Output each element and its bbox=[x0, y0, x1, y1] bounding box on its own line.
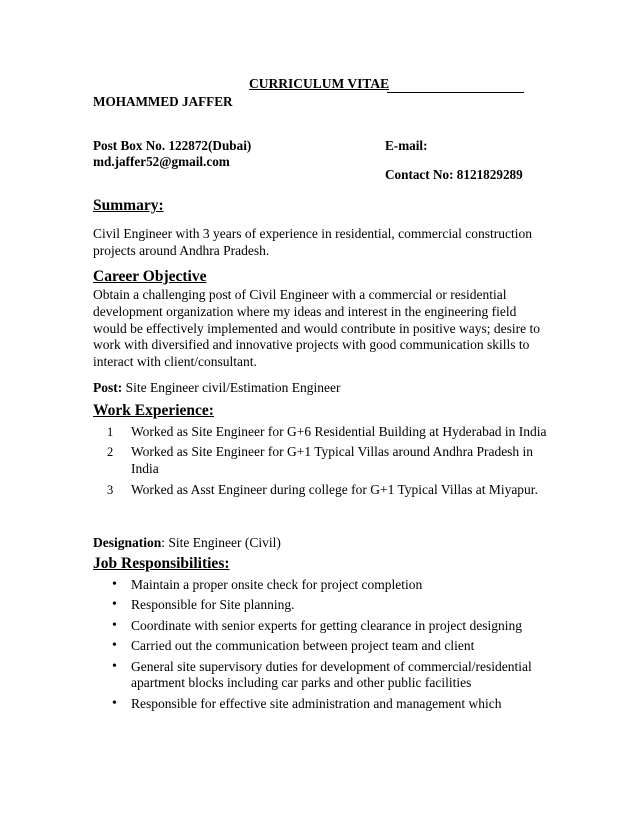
item-text: Coordinate with senior experts for getting clearance in project designing bbox=[131, 617, 522, 633]
item-text: Responsible for Site planning. bbox=[131, 597, 295, 613]
bullet-icon: • bbox=[112, 617, 117, 633]
job-responsibilities-list bbox=[93, 577, 553, 716]
item-text: Worked as Site Engineer for G+6 Residential Building at Hyderabad in India bbox=[131, 424, 547, 439]
bullet-icon: • bbox=[112, 597, 117, 613]
bullet-icon: • bbox=[112, 577, 117, 592]
email-address[interactable]: md.jaffer52@gmail.com bbox=[93, 154, 230, 169]
item-number: 1 bbox=[107, 425, 114, 439]
post-label: Post: bbox=[93, 380, 123, 395]
list-item bbox=[93, 444, 553, 478]
item-text: Carried out the communication between project team and client bbox=[131, 638, 475, 654]
list-item bbox=[93, 424, 553, 441]
designation-value: : Site Engineer (Civil) bbox=[161, 535, 281, 550]
item-text: General site supervisory duties for development of commercial/residential apartment blocks including car parks and other public facilities bbox=[131, 658, 532, 691]
bullet-icon: • bbox=[112, 695, 117, 711]
list-item bbox=[93, 638, 553, 655]
list-item bbox=[93, 618, 553, 635]
career-objective-text: Obtain a challenging post of Civil Engineer with a commercial or residential development organization where my ideas and interest in the engineering field would be effectively implemented and would contribute in positive ways; desire to work with diversified and innovative projects with good communication skills to interact with client/consultant. bbox=[93, 287, 541, 370]
item-text: Worked as Asst Engineer during college for G+1 Typical Villas at Miyapur. bbox=[131, 481, 538, 497]
job-responsibilities-heading: Job Responsibilities: bbox=[93, 555, 230, 572]
post-value: Site Engineer civil/Estimation Engineer bbox=[122, 380, 341, 395]
designation-line bbox=[93, 535, 553, 552]
work-experience-list bbox=[93, 424, 553, 502]
bullet-icon: • bbox=[112, 658, 117, 674]
list-item bbox=[93, 482, 553, 499]
item-text: Maintain a proper onsite check for project completion bbox=[131, 577, 423, 592]
post-line bbox=[93, 380, 553, 397]
designation-label: Designation bbox=[93, 535, 162, 550]
list-item bbox=[93, 597, 553, 614]
document-title: CURRICULUM VITAE bbox=[249, 76, 390, 91]
list-item bbox=[93, 659, 553, 693]
item-text: Responsible for effective site administration and management which bbox=[131, 695, 502, 711]
career-objective-heading: Career Objective bbox=[93, 268, 207, 285]
item-number: 2 bbox=[107, 445, 114, 460]
list-item bbox=[93, 577, 553, 594]
contact-number: Contact No: 8121829289 bbox=[385, 167, 523, 182]
work-experience-heading: Work Experience: bbox=[93, 402, 214, 419]
summary-heading: Summary: bbox=[93, 197, 164, 214]
list-item bbox=[93, 696, 553, 713]
email-label: E-mail: bbox=[385, 138, 428, 153]
summary-text: Civil Engineer with 3 years of experience in residential, commercial construction projects around Andhra Pradesh. bbox=[93, 226, 532, 258]
bullet-icon: • bbox=[112, 638, 117, 654]
title-underline bbox=[387, 92, 524, 93]
post-box: Post Box No. 122872(Dubai) bbox=[93, 138, 252, 153]
item-text: Worked as Site Engineer for G+1 Typical Villas around Andhra Pradesh in India bbox=[131, 444, 534, 477]
candidate-name: MOHAMMED JAFFER bbox=[93, 94, 233, 109]
item-number: 3 bbox=[107, 482, 114, 497]
